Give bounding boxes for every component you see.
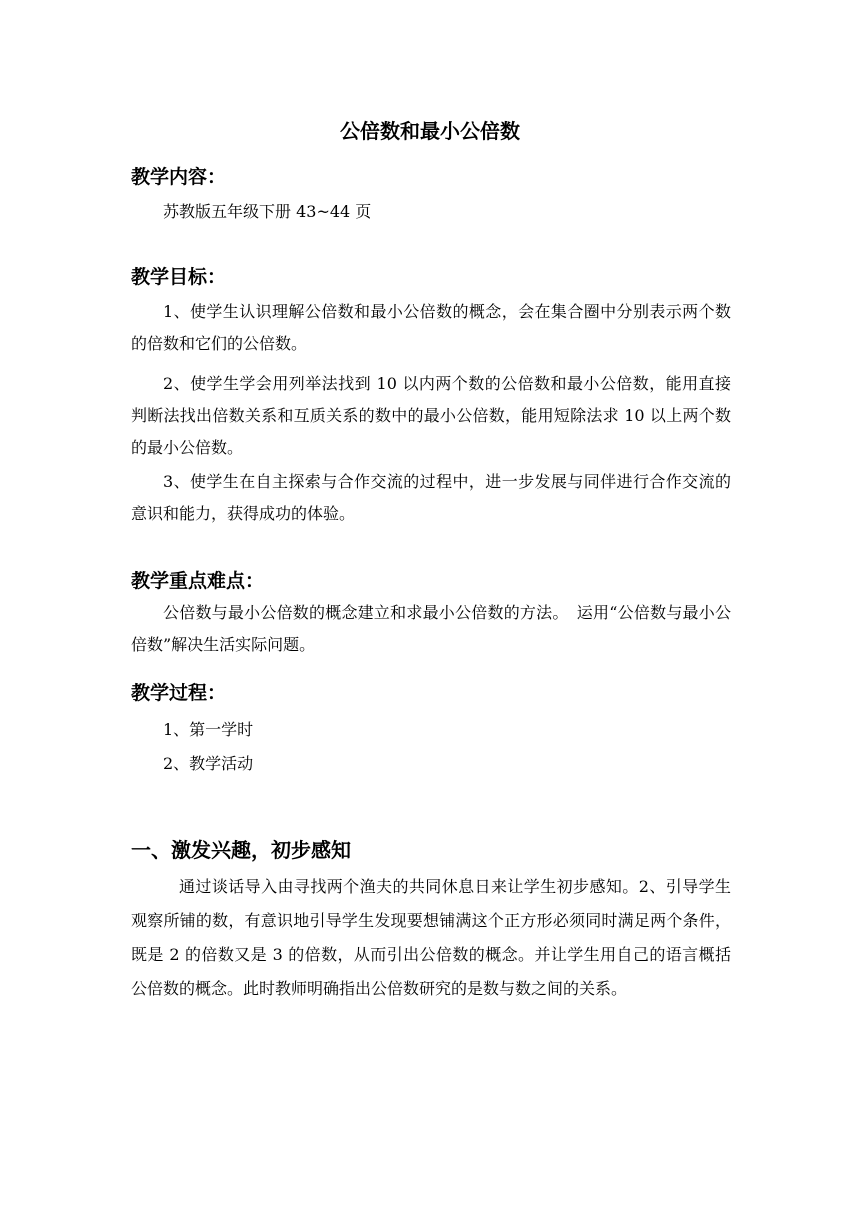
content-text: 苏教版五年级下册 43~44 页 bbox=[163, 202, 372, 221]
document-title: 公倍数和最小公倍数 bbox=[340, 119, 520, 143]
section1-text: 通过谈话导入由寻找两个渔夫的共同休息日来让学生初步感知。2、引导学生观察所铺的数，有意识地引导学生发现要想铺满这个正方形必须同时满足两个条件，既是 2 的倍数又是 3 的倍数，从而引出公倍数的概念。并让学生用自己的语言概括公倍数的概念。此时教师明确指出公倍数研究的是数与数之间的关系。 bbox=[131, 877, 731, 998]
process-heading: 教学过程： bbox=[131, 682, 227, 704]
goal-item-1: 1、使学生认识理解公倍数和最小公倍数的概念，会在集合圈中分别表示两个数的倍数和它们的公倍数。 bbox=[131, 302, 731, 353]
content-heading: 教学内容： bbox=[131, 166, 227, 188]
goal-item-2: 2、使学生学会用列举法找到 10 以内两个数的公倍数和最小公倍数，能用直接判断法找出倍数关系和互质关系的数中的最小公倍数，能用短除法求 10 以上两个数的最小公倍数。 bbox=[131, 374, 731, 457]
key-heading: 教学重点难点： bbox=[131, 570, 265, 592]
goals-heading: 教学目标： bbox=[131, 266, 227, 288]
key-text: 公倍数与最小公倍数的概念建立和求最小公倍数的方法。 运用“公倍数与最小公倍数”解决生活实际问题。 bbox=[131, 603, 731, 654]
process-item-1: 1、第一学时 bbox=[163, 720, 254, 739]
section1-heading: 一、激发兴趣，初步感知 bbox=[131, 838, 351, 862]
goal-item-3: 3、使学生在自主探索与合作交流的过程中，进一步发展与同伴进行合作交流的意识和能力，获得成功的体验。 bbox=[131, 472, 731, 523]
process-item-2: 2、教学活动 bbox=[163, 754, 254, 773]
